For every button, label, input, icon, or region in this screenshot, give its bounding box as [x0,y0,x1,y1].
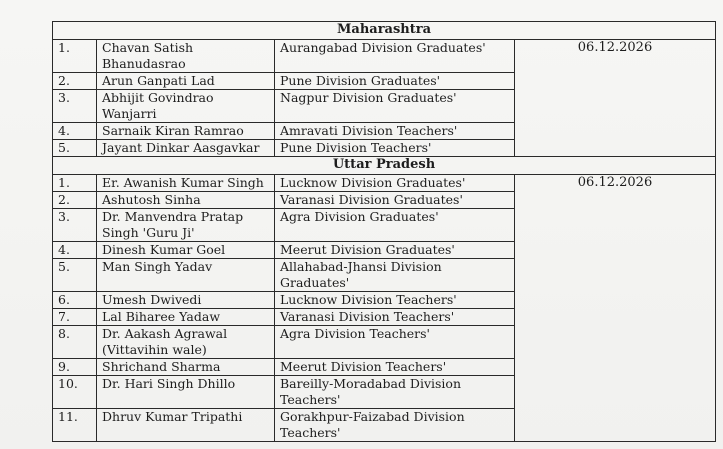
serial-number: 3. [53,209,97,242]
constituency: Agra Division Teachers' [275,326,515,359]
table-row [53,175,716,192]
member-name: Jayant Dinkar Aasgavkar [97,140,275,157]
serial-number: 5. [53,259,97,292]
serial-number: 4. [53,242,97,259]
serial-number: 8. [53,326,97,359]
member-name: Shrichand Sharma [97,359,275,376]
state-header-row [53,157,716,175]
member-name: Er. Awanish Kumar Singh [97,175,275,192]
serial-number: 3. [53,90,97,123]
serial-number: 6. [53,292,97,309]
serial-number: 9. [53,359,97,376]
member-name: Umesh Dwivedi [97,292,275,309]
serial-number: 2. [53,192,97,209]
serial-number: 4. [53,123,97,140]
member-name: Dr. Hari Singh Dhillo [97,376,275,409]
table-row [53,40,716,73]
member-name: Man Singh Yadav [97,259,275,292]
member-name: Dr. Aakash Agrawal (Vittavihin wale) [97,326,275,359]
state-header-row [53,22,716,40]
member-name: Dinesh Kumar Goel [97,242,275,259]
constituency: Gorakhpur-Faizabad Division Teachers' [275,409,515,442]
serial-number: 7. [53,309,97,326]
election-date: 06.12.2026 [515,40,716,157]
constituency: Lucknow Division Graduates' [275,175,515,192]
constituency: Bareilly-Moradabad Division Teachers' [275,376,515,409]
serial-number: 10. [53,376,97,409]
member-name: Lal Biharee Yadaw [97,309,275,326]
serial-number: 5. [53,140,97,157]
constituency: Varanasi Division Graduates' [275,192,515,209]
serial-number: 11. [53,409,97,442]
member-name: Sarnaik Kiran Ramrao [97,123,275,140]
member-name: Ashutosh Sinha [97,192,275,209]
constituency: Amravati Division Teachers' [275,123,515,140]
serial-number: 1. [53,40,97,73]
constituency: Agra Division Graduates' [275,209,515,242]
council-members-table [52,21,716,442]
constituency: Allahabad-Jhansi Division Graduates' [275,259,515,292]
member-name: Arun Ganpati Lad [97,73,275,90]
election-date: 06.12.2026 [515,175,716,442]
constituency: Aurangabad Division Graduates' [275,40,515,73]
serial-number: 2. [53,73,97,90]
serial-number: 1. [53,175,97,192]
member-name: Abhijit Govindrao Wanjarri [97,90,275,123]
constituency: Nagpur Division Graduates' [275,90,515,123]
member-name: Dr. Manvendra Pratap Singh 'Guru Ji' [97,209,275,242]
state-name: Uttar Pradesh [53,157,716,175]
member-name: Dhruv Kumar Tripathi [97,409,275,442]
constituency: Lucknow Division Teachers' [275,292,515,309]
constituency: Meerut Division Graduates' [275,242,515,259]
constituency: Meerut Division Teachers' [275,359,515,376]
constituency: Pune Division Teachers' [275,140,515,157]
member-name: Chavan Satish Bhanudasrao [97,40,275,73]
constituency: Pune Division Graduates' [275,73,515,90]
constituency: Varanasi Division Teachers' [275,309,515,326]
state-name: Maharashtra [53,22,716,40]
